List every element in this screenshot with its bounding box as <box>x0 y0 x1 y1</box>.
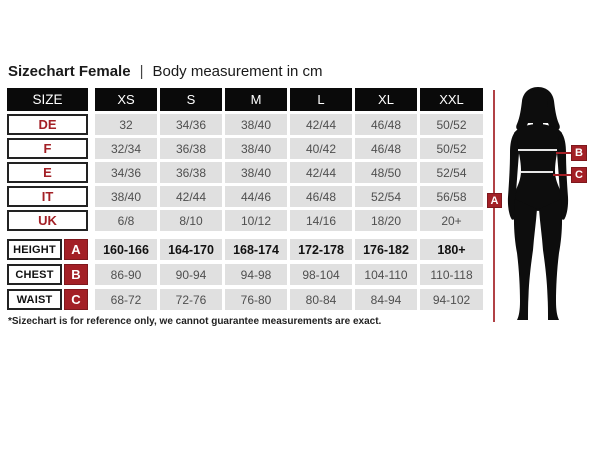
waist-marker-connector <box>553 174 571 176</box>
figure-marker-a: A <box>487 193 502 208</box>
right-leg-shape <box>539 199 562 320</box>
region-label-uk: UK <box>7 210 88 231</box>
chest-value: 98-104 <box>290 264 352 285</box>
figure-marker-c: C <box>571 167 587 183</box>
header-cell-m: M <box>225 88 287 111</box>
chest-value: 94-98 <box>225 264 287 285</box>
size-value: 38/40 <box>225 162 287 183</box>
size-value: 56/58 <box>420 186 483 207</box>
chest-marker-connector <box>556 152 571 154</box>
size-value: 40/42 <box>290 138 352 159</box>
size-value: 42/44 <box>290 114 352 135</box>
height-value: 180+ <box>420 239 483 260</box>
height-value: 164-170 <box>160 239 222 260</box>
header-cell-size: SIZE <box>7 88 88 111</box>
waist-value: 68-72 <box>95 289 157 310</box>
size-value: 50/52 <box>420 114 483 135</box>
measure-label-waist: WAIST <box>7 289 62 310</box>
header-cell-s: S <box>160 88 222 111</box>
header-cell-xs: XS <box>95 88 157 111</box>
chest-value: 104-110 <box>355 264 417 285</box>
marker-b-badge: B <box>64 264 88 285</box>
table-row-de <box>7 114 483 135</box>
figure-marker-b: B <box>571 145 587 161</box>
height-value: 176-182 <box>355 239 417 260</box>
size-value: 34/36 <box>95 162 157 183</box>
height-value: 160-166 <box>95 239 157 260</box>
table-header-row <box>7 88 483 111</box>
size-value: 32 <box>95 114 157 135</box>
size-value: 46/48 <box>355 138 417 159</box>
table-row-waist <box>7 289 483 310</box>
chest-value: 110-118 <box>420 264 483 285</box>
waist-value: 94-102 <box>420 289 483 310</box>
measure-label-height: HEIGHT <box>7 239 62 260</box>
size-value: 52/54 <box>355 186 417 207</box>
footnote: *Sizechart is for reference only, we cannot guarantee measurements are exact. <box>8 316 382 327</box>
size-value: 38/40 <box>95 186 157 207</box>
size-value: 6/8 <box>95 210 157 231</box>
title-separator: | <box>139 63 144 80</box>
bust-measure-line <box>518 149 557 151</box>
size-value: 48/50 <box>355 162 417 183</box>
header-cell-xxl: XXL <box>420 88 483 111</box>
size-value: 36/38 <box>160 162 222 183</box>
waist-value: 76-80 <box>225 289 287 310</box>
measure-label-chest: CHEST <box>7 264 62 285</box>
size-value: 46/48 <box>290 186 352 207</box>
size-value: 18/20 <box>355 210 417 231</box>
size-value: 14/16 <box>290 210 352 231</box>
size-value: 46/48 <box>355 114 417 135</box>
height-value: 168-174 <box>225 239 287 260</box>
page-title <box>8 63 323 80</box>
waist-value: 84-94 <box>355 289 417 310</box>
header-cell-xl: XL <box>355 88 417 111</box>
size-value: 44/46 <box>225 186 287 207</box>
size-value: 38/40 <box>225 114 287 135</box>
size-value: 32/34 <box>95 138 157 159</box>
size-value: 42/44 <box>290 162 352 183</box>
chest-value: 86-90 <box>95 264 157 285</box>
table-row-it <box>7 186 483 207</box>
table-row-e <box>7 162 483 183</box>
region-label-it: IT <box>7 186 88 207</box>
size-value: 42/44 <box>160 186 222 207</box>
table-row-chest <box>7 264 483 285</box>
title-subtitle: Body measurement in cm <box>152 63 323 80</box>
body-measurement-figure <box>487 87 592 327</box>
title-heading: Sizechart Female <box>8 63 131 80</box>
left-leg-shape <box>514 199 537 320</box>
header-cell-l: L <box>290 88 352 111</box>
size-value: 8/10 <box>160 210 222 231</box>
size-value: 34/36 <box>160 114 222 135</box>
waist-value: 80-84 <box>290 289 352 310</box>
marker-a-badge: A <box>64 239 88 260</box>
marker-c-badge: C <box>64 289 88 310</box>
size-table <box>7 88 483 314</box>
table-row-f <box>7 138 483 159</box>
size-value: 52/54 <box>420 162 483 183</box>
region-label-f: F <box>7 138 88 159</box>
size-value: 50/52 <box>420 138 483 159</box>
size-value: 36/38 <box>160 138 222 159</box>
region-label-e: E <box>7 162 88 183</box>
height-value: 172-178 <box>290 239 352 260</box>
table-row-height <box>7 239 483 260</box>
waist-value: 72-76 <box>160 289 222 310</box>
size-value: 38/40 <box>225 138 287 159</box>
table-row-uk <box>7 210 483 231</box>
size-value: 10/12 <box>225 210 287 231</box>
female-silhouette <box>505 87 571 323</box>
size-value: 20+ <box>420 210 483 231</box>
chest-value: 90-94 <box>160 264 222 285</box>
torso-shape <box>513 124 562 211</box>
region-label-de: DE <box>7 114 88 135</box>
waist-measure-line <box>521 171 553 173</box>
